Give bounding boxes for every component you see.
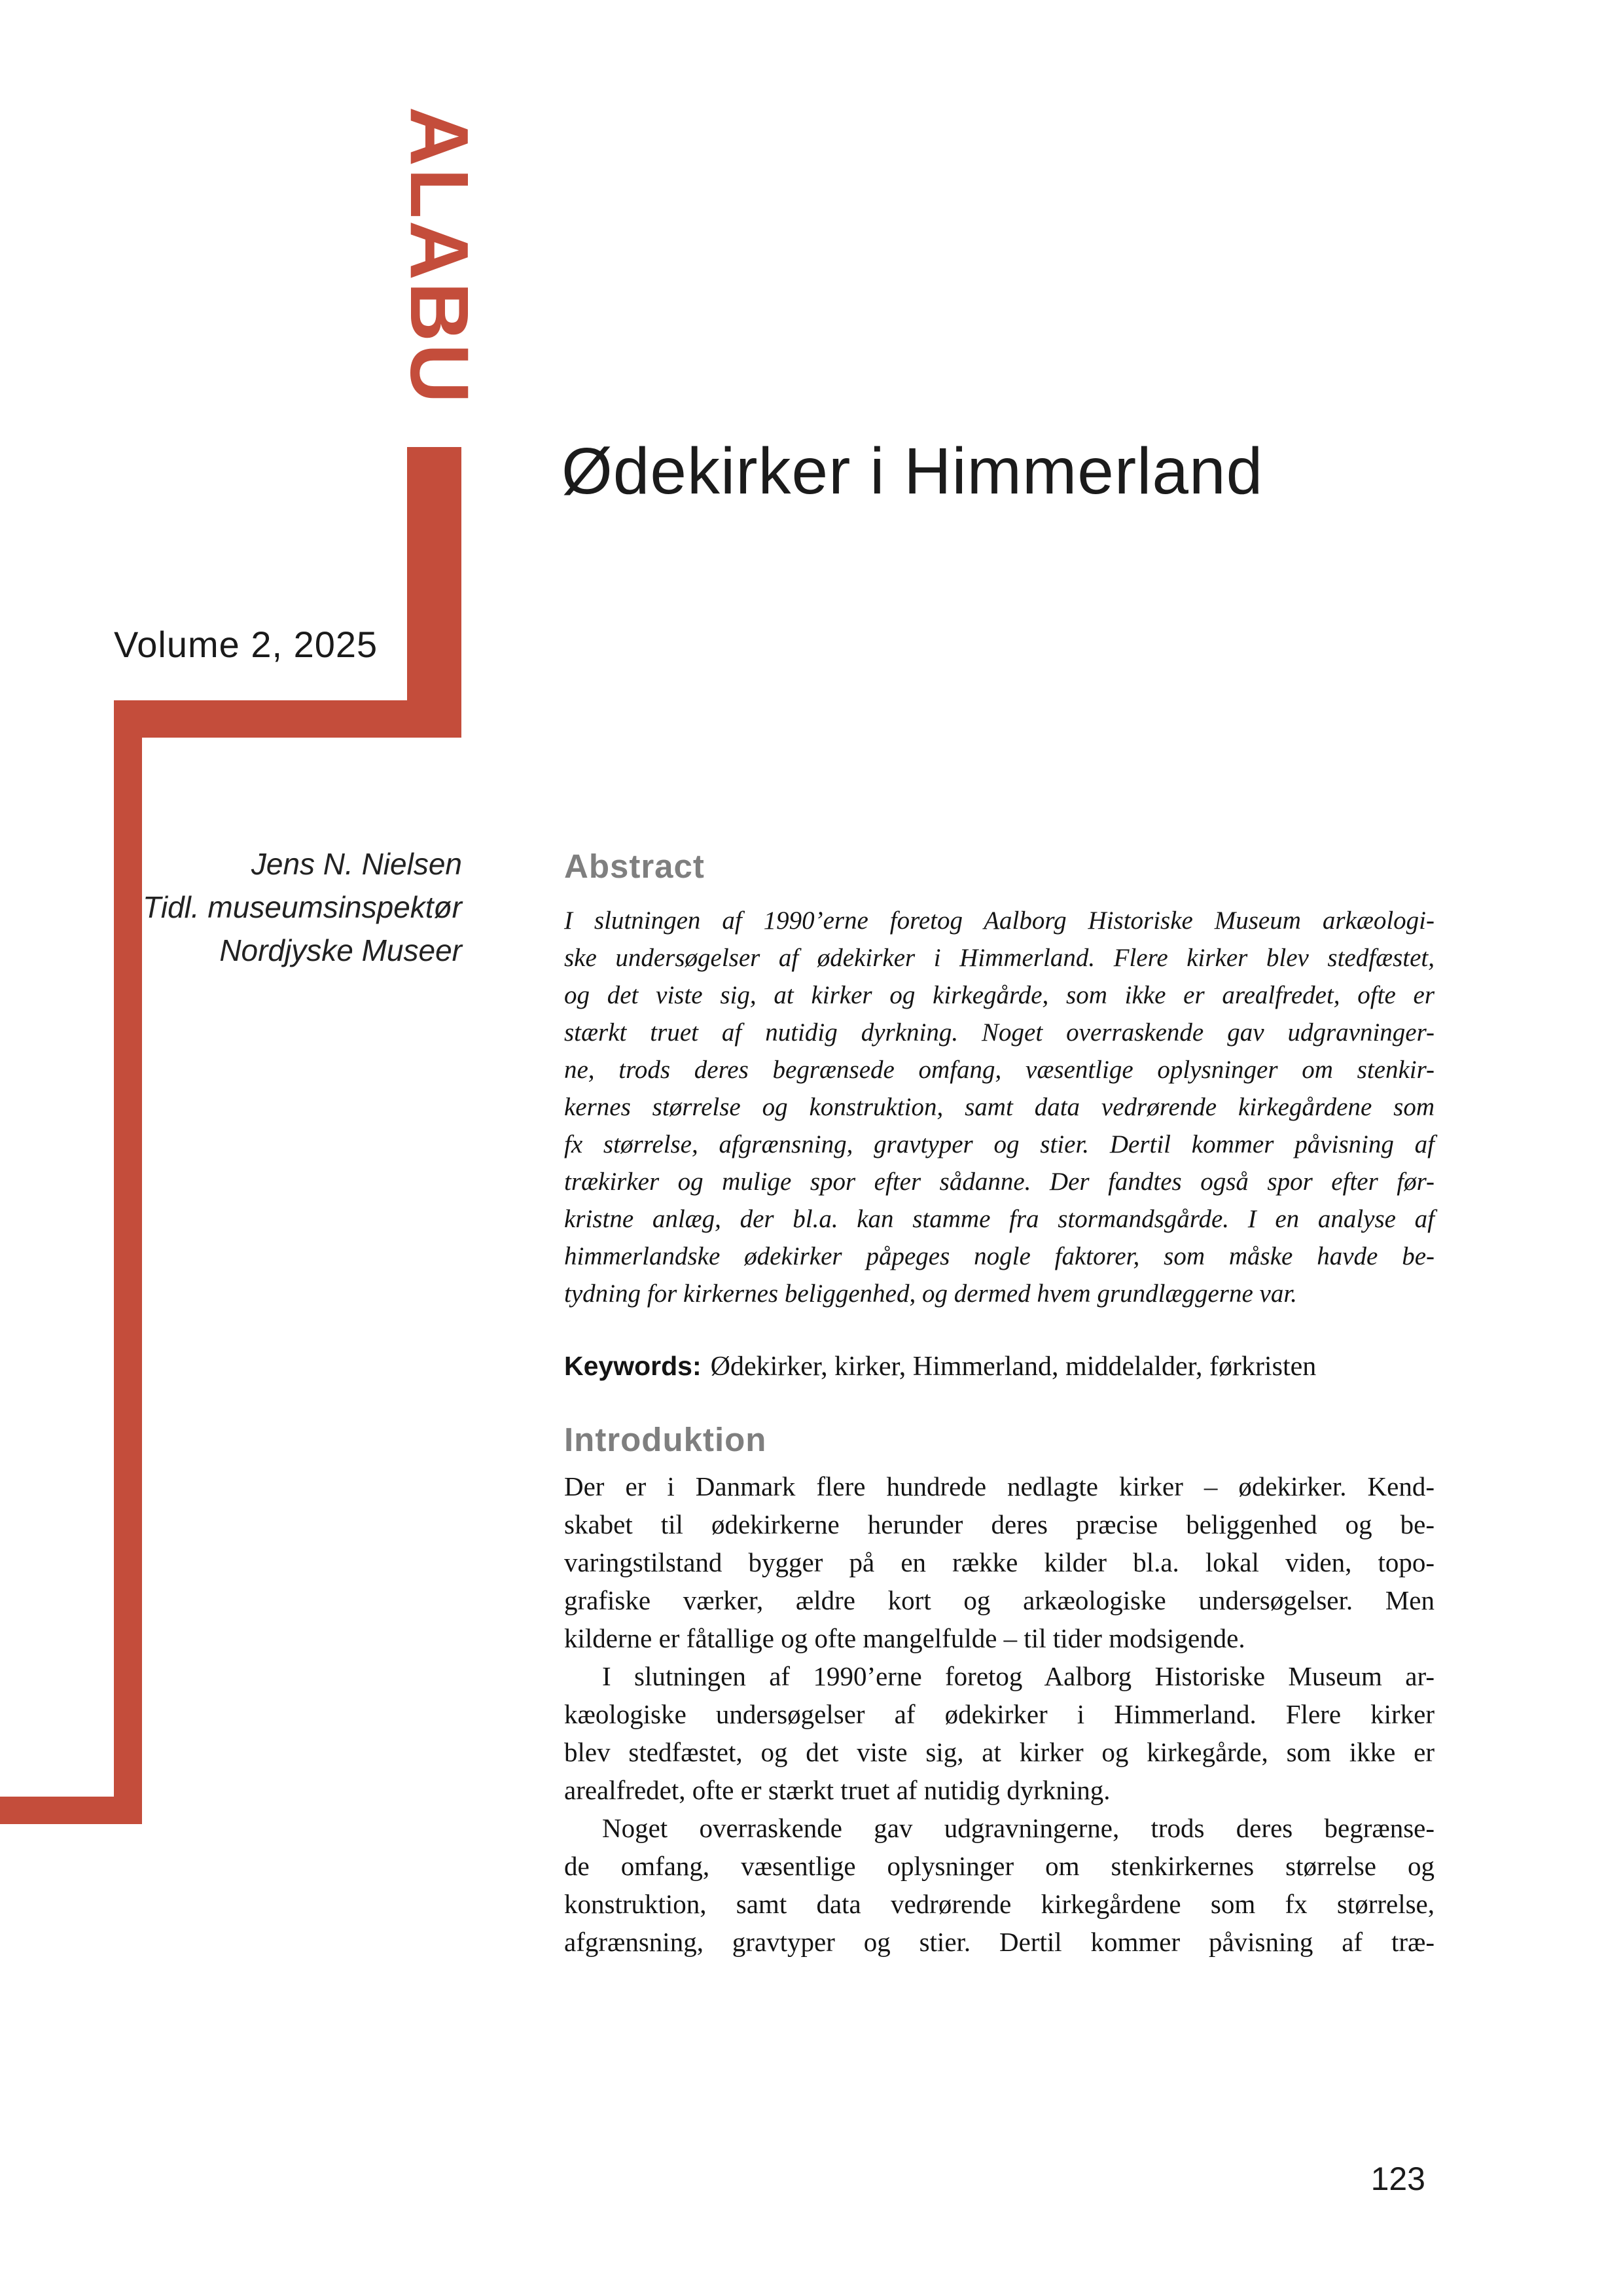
text-line: I slutningen af 1990’erne foretog Aalborg Historiske Museum ar- (602, 1661, 1435, 1692)
text-line: fx størrelse, afgrænsning, gravtyper og stier. Dertil kommer påvisning af (564, 1130, 1435, 1159)
text-line: de omfang, væsentlige oplysninger om stenkirkernes størrelse og (564, 1851, 1435, 1882)
text-line: kernes størrelse og konstruktion, samt data vedrørende kirkegårdene som (564, 1093, 1435, 1122)
text-line: arealfredet, ofte er stærkt truet af nutidig dyrkning. (564, 1775, 1111, 1806)
text-line: skabet til ødekirkerne herunder deres præcise beliggenhed og be- (564, 1509, 1435, 1540)
text-line: afgrænsning, gravtyper og stier. Dertil kommer påvisning af træ- (564, 1927, 1435, 1958)
text-line: stærkt truet af nutidig dyrkning. Noget overraskende gav udgravninger- (564, 1018, 1435, 1047)
text-line: ske undersøgelser af ødekirker i Himmerland. Flere kirker blev stedfæstet, (564, 944, 1435, 973)
text-line: kæologiske undersøgelser af ødekirker i Himmerland. Flere kirker (564, 1699, 1435, 1730)
keywords-line (564, 1349, 1435, 1384)
journal-logo: ALABU (393, 107, 486, 405)
paragraph (564, 1657, 1435, 1809)
main-text-column (564, 848, 1435, 1961)
text-line: blev stedfæstet, og det viste sig, at kirker og kirkegårde, som ikke er (564, 1737, 1435, 1768)
accent-bar-horizontal-bottom (0, 1797, 142, 1824)
article-title: Ødekirker i Himmerland (562, 435, 1264, 508)
author-block (118, 842, 462, 972)
author-name: Jens N. Nielsen (251, 847, 462, 881)
paragraph (564, 1809, 1435, 1961)
text-line: konstruktion, samt data vedrørende kirkegårdene som fx størrelse, (564, 1889, 1435, 1920)
text-line: grafiske værker, ældre kort og arkæologiske undersøgelser. Men (564, 1585, 1435, 1616)
text-line: trækirker og mulige spor efter sådanne. Der fandtes også spor efter før- (564, 1168, 1435, 1196)
text-line: varingstilstand bygger på en række kilder bl.a. lokal viden, topo- (564, 1547, 1435, 1578)
keywords-text: Ødekirker, kirker, Himmerland, middelalder, førkristen (710, 1352, 1317, 1382)
paragraph (564, 1467, 1435, 1657)
keywords-label: Keywords: (564, 1351, 702, 1382)
text-line: og det viste sig, at kirker og kirkegårde, som ikke er arealfredet, ofte er (564, 981, 1435, 1010)
accent-bar-horizontal-top (114, 700, 461, 738)
author-role: Tidl. museumsinspektør (143, 890, 462, 924)
introduction-heading: Introduktion (564, 1421, 767, 1459)
page-number: 123 (1370, 2161, 1425, 2197)
paragraph (564, 902, 1435, 1312)
volume-label: Volume 2, 2025 (114, 624, 378, 665)
text-line: kristne anlæg, der bl.a. kan stamme fra stormandsgårde. I en analyse af (564, 1205, 1435, 1234)
text-line: kilderne er fåtallige og ofte mangelfulde – til tider modsigende. (564, 1623, 1245, 1654)
author-affiliation: Nordjyske Museer (219, 933, 462, 967)
text-line: tydning for kirkernes beliggenhed, og dermed hvem grundlæggerne var. (564, 1280, 1297, 1308)
text-line: Noget overraskende gav udgravningerne, trods deres begrænse- (602, 1813, 1435, 1844)
text-line: Der er i Danmark flere hundrede nedlagte kirker – ødekirker. Kend- (564, 1471, 1435, 1502)
accent-bar-vertical-thick (407, 447, 461, 738)
text-line: himmerlandske ødekirker påpeges nogle faktorer, som måske havde be- (564, 1242, 1435, 1271)
abstract-heading: Abstract (564, 848, 705, 885)
introduction-text (564, 1467, 1435, 1961)
abstract-text (564, 902, 1435, 1312)
text-line: I slutningen af 1990’erne foretog Aalborg Historiske Museum arkæologi- (564, 906, 1435, 935)
text-line: ne, trods deres begrænsede omfang, væsentlige oplysninger om stenkir- (564, 1056, 1435, 1085)
